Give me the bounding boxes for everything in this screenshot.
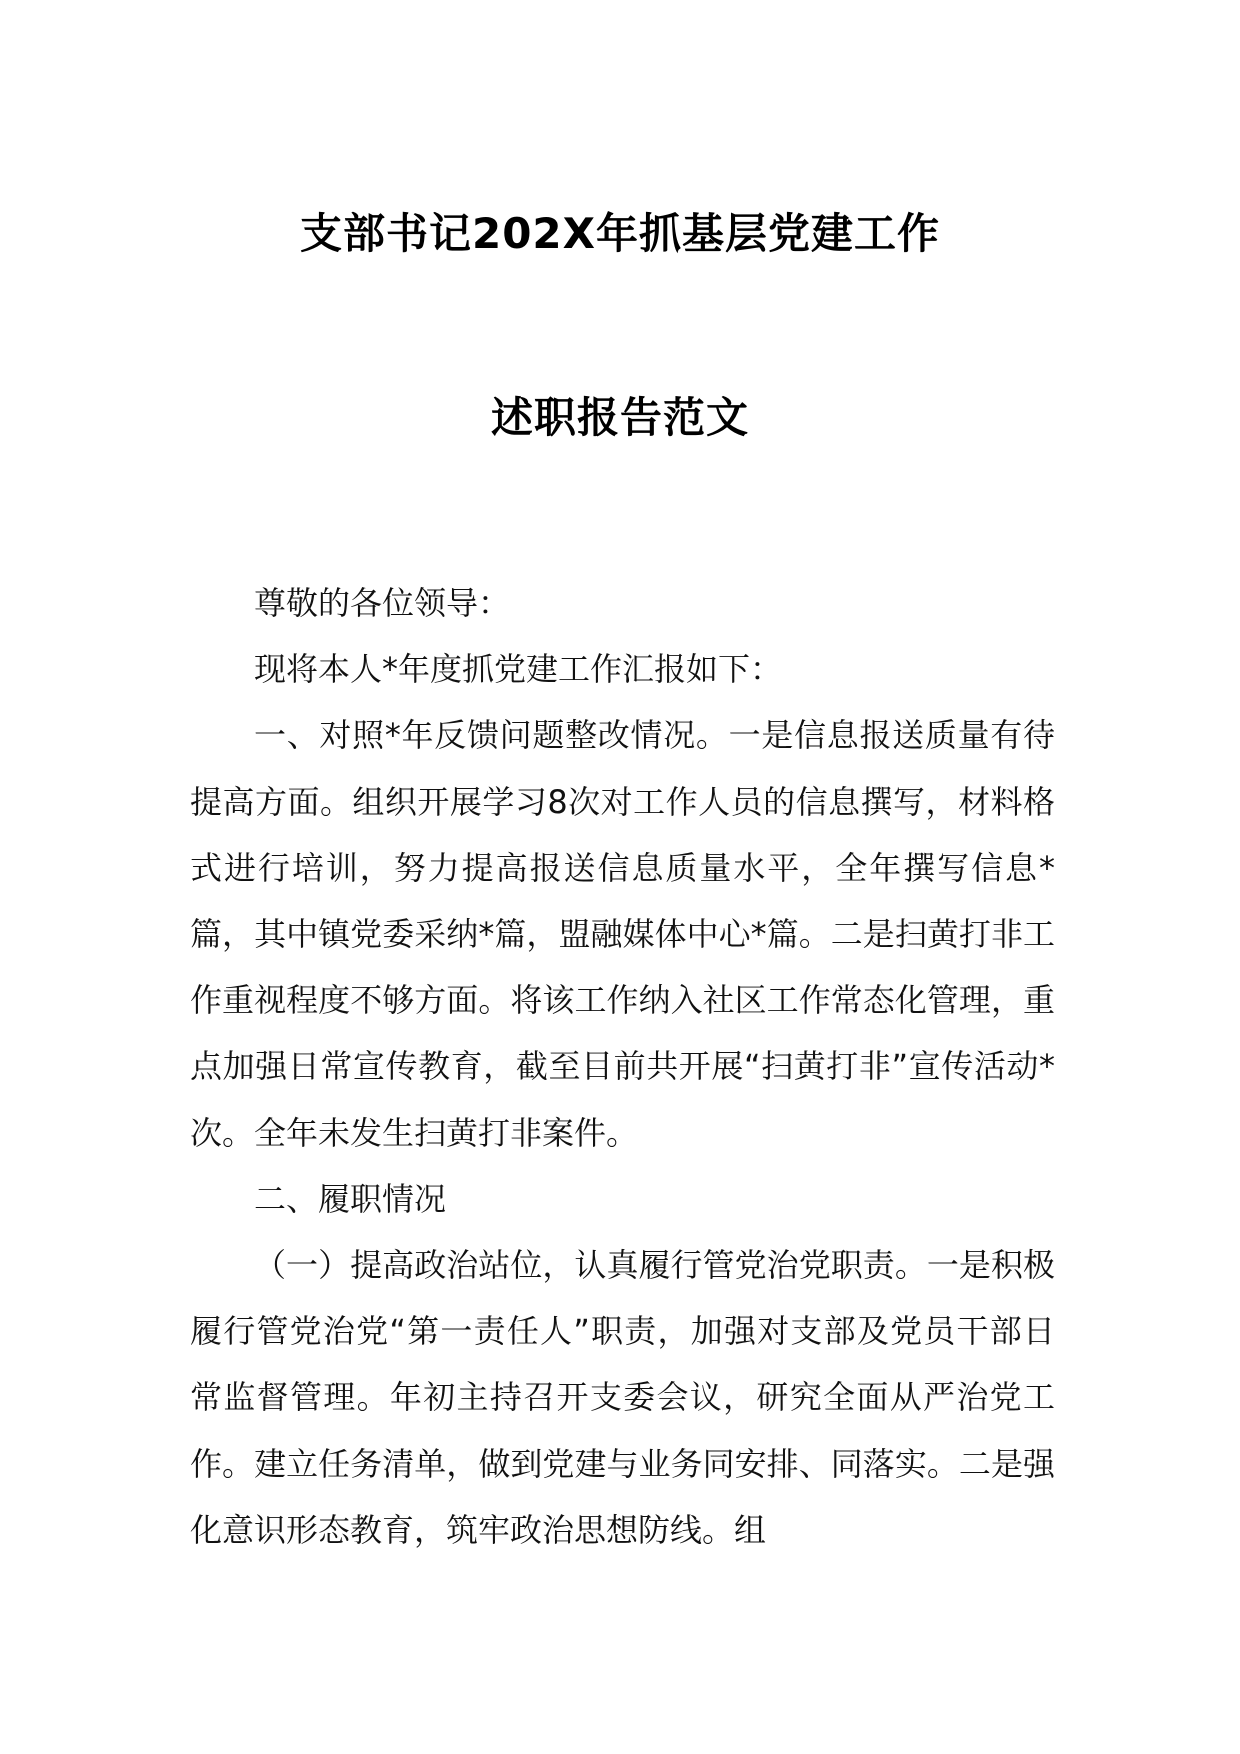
document-body bbox=[190, 570, 1055, 1563]
salutation: 尊敬的各位领导： bbox=[254, 584, 511, 622]
document-title-line-2: 述职报告范文 bbox=[490, 393, 749, 442]
document-title-line-1: 支部书记202X年抓基层党建工作 bbox=[299, 209, 941, 258]
intro-paragraph: 现将本人*年度抓党建工作汇报如下： bbox=[254, 650, 783, 689]
subsection-one-paragraph: （一）提高政治站位，认真履行管党治党职责。一是积极履行管党治党“第一责任人”职责，加强对支部及党员干部日常监督管理。年初主持召开支委会议，研究全面从严治党工作。建立任务清单，做到党建与业务同安排、同落实。二是强化意识形态教育，筑牢政治思想防线。组 bbox=[190, 1246, 1055, 1549]
section-one-paragraph: 一、对照*年反馈问题整改情况。一是信息报送质量有待提高方面。组织开展学习8次对工作人员的信息撰写，材料格式进行培训，努力提高报送信息质量水平，全年撰写信息*篇，其中镇党委采纳*篇，盟融媒体中心*篇。二是扫黄打非工作重视程度不够方面。将该工作纳入社区工作常态化管理，重点加强日常宣传教育，截至目前共开展“扫黄打非”宣传活动*次。全年未发生扫黄打非案件。 bbox=[190, 716, 1055, 1152]
section-two-heading: 二、履职情况 bbox=[254, 1179, 447, 1218]
